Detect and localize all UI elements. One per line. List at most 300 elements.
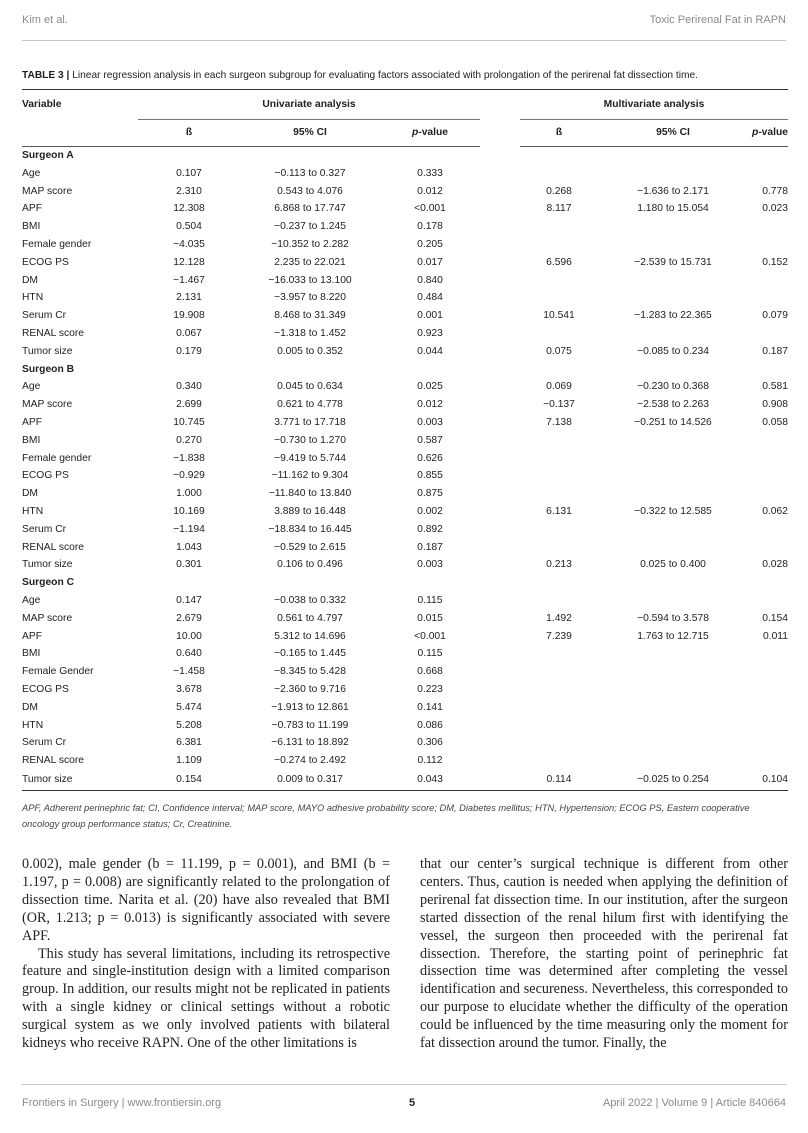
uni-p-cell: 0.333 (417, 167, 443, 179)
variable-cell: HTN (22, 292, 44, 304)
uni-p-cell: 0.002 (417, 505, 443, 517)
multi-beta-cell: 0.213 (546, 559, 572, 571)
multi-ci-cell: −1.636 to 2.171 (637, 185, 709, 197)
gap-cell (480, 645, 520, 663)
uni-ci-cell: −18.834 to 16.445 (268, 523, 352, 535)
uni-ci-cell: −2.360 to 9.716 (274, 683, 346, 695)
multi-p-cell: 0.581 (762, 381, 788, 393)
uni-beta-cell: 0.270 (176, 434, 202, 446)
multi-beta-cell (520, 734, 598, 752)
uni-ci-cell: 0.543 to 4.076 (277, 185, 343, 197)
multi-ci-cell (598, 521, 748, 539)
multi-ci-cell (598, 432, 748, 450)
uni-p-cell: 0.668 (417, 666, 443, 678)
uni-ci-cell: 0.005 to 0.352 (277, 345, 343, 357)
multi-beta-cell (520, 539, 598, 557)
multi-p-cell (748, 699, 788, 717)
gap-cell (480, 218, 520, 236)
gap-cell (480, 183, 520, 201)
variable-cell: ECOG PS (22, 683, 69, 695)
uni-ci-cell: 0.621 to 4.778 (277, 399, 343, 411)
gap-cell (480, 681, 520, 699)
multi-beta-cell: 6.596 (546, 256, 572, 268)
multi-beta-cell: 0.114 (520, 770, 598, 791)
uni-beta-cell: 1.109 (176, 755, 202, 767)
table-footnote: APF, Adherent perinephric fat; CI, Confidence interval; MAP score, MAYO adhesive probability score; DM, Diabetes mellitus; HTN, Hypertension; ECOG PS, Eastern cooperative oncology group performance status; Cr, Creatinine. (22, 803, 750, 829)
multi-beta-cell: 1.492 (546, 612, 572, 624)
multi-p-cell: 0.023 (762, 203, 788, 215)
multi-p-cell (748, 236, 788, 254)
uni-ci-cell: 0.561 to 4.797 (277, 612, 343, 624)
multi-p-cell (748, 681, 788, 699)
uni-p-cell: 0.001 (417, 310, 443, 322)
uni-ci-cell: −0.038 to 0.332 (274, 594, 346, 606)
multi-p-cell: 0.058 (762, 416, 788, 428)
multi-p-cell: 0.187 (762, 345, 788, 357)
multi-p-cell: 0.011 (762, 630, 788, 642)
uni-p-cell: <0.001 (414, 630, 446, 642)
variable-cell: Tumor size (22, 770, 138, 791)
uni-beta-cell: 3.678 (176, 683, 202, 695)
uni-p-cell: 0.223 (417, 683, 443, 695)
variable-cell: Serum Cr (22, 523, 67, 535)
uni-p-cell: 0.141 (417, 701, 443, 713)
uni-beta-cell: −1.194 (173, 523, 205, 535)
multi-beta-cell (520, 717, 598, 735)
variable-cell: HTN (22, 719, 44, 731)
univariate-header: Univariate analysis (138, 90, 480, 120)
uni-p-cell: 0.115 (417, 648, 443, 660)
multi-beta-cell (520, 218, 598, 236)
uni-p-cell: 0.003 (417, 416, 443, 428)
gap-cell (480, 734, 520, 752)
uni-beta-cell: 10.745 (173, 416, 205, 428)
multi-ci-cell: −0.594 to 3.578 (637, 612, 709, 624)
table-row (22, 699, 788, 717)
uni-beta-cell: 0.504 (176, 221, 202, 233)
table-caption (22, 70, 786, 81)
table-row (22, 272, 788, 290)
uni-ci-cell: −0.113 to 0.327 (274, 167, 346, 179)
uni-beta-cell: 1.043 (176, 541, 202, 553)
gap-cell (480, 485, 520, 503)
table-body (22, 147, 788, 791)
table-row (22, 752, 788, 770)
variable-cell: APF (22, 630, 43, 642)
uni-p-cell: 0.012 (417, 399, 443, 411)
uni-beta-cell: 12.128 (173, 256, 205, 268)
uni-p-cell: <0.001 (414, 203, 446, 215)
uni-beta-cell: −1.467 (173, 274, 205, 286)
multi-p-cell: 0.152 (762, 256, 788, 268)
multi-ci-cell (598, 325, 748, 343)
multi-ci-cell: −1.283 to 22.365 (634, 310, 712, 322)
multi-p-cell (748, 717, 788, 735)
uni-ci-cell: −0.237 to 1.245 (274, 221, 346, 233)
uni-ci-cell: 2.235 to 22.021 (274, 256, 346, 268)
gap-cell (480, 165, 520, 183)
multi-ci-cell (598, 539, 748, 557)
uni-ci-cell: 3.889 to 16.448 (274, 505, 346, 517)
body-column-right (420, 856, 788, 1053)
gap-cell (480, 432, 520, 450)
uni-beta-cell: 2.679 (176, 612, 202, 624)
multi-ci-cell (598, 485, 748, 503)
uni-beta-cell: 5.474 (176, 701, 202, 713)
table-row (22, 503, 788, 521)
table-row (22, 467, 788, 485)
table-row (22, 378, 788, 396)
variable-cell: RENAL score (22, 755, 84, 767)
multi-beta-cell: 0.075 (546, 345, 572, 357)
multi-beta-cell: 7.138 (546, 416, 572, 428)
table-row (22, 734, 788, 752)
uni-beta-cell: 0.067 (176, 327, 202, 339)
table-row (22, 485, 788, 503)
uni-ci-cell: −11.162 to 9.304 (271, 470, 349, 482)
uni-p-cell: 0.187 (417, 541, 443, 553)
multi-p-cell (748, 645, 788, 663)
uni-p-cell: 0.855 (417, 470, 443, 482)
uni-p-cell: 0.840 (417, 274, 443, 286)
footer-journal: Frontiers in Surgery | www.frontiersin.org (22, 1097, 222, 1109)
running-header (22, 14, 786, 26)
gap-cell (480, 343, 520, 361)
uni-p-cell: 0.875 (417, 488, 443, 500)
multi-ci-cell (598, 663, 748, 681)
table-row (22, 343, 788, 361)
table-row (22, 539, 788, 557)
variable-cell: DM (22, 274, 39, 286)
uni-beta-cell: 5.208 (176, 719, 202, 731)
gap-cell (480, 272, 520, 290)
table-row (22, 681, 788, 699)
uni-p-cell: 0.003 (417, 559, 443, 571)
body-column-left (22, 856, 390, 1053)
multi-p-cell (748, 432, 788, 450)
variable-cell: RENAL score (22, 327, 84, 339)
gap-cell (480, 503, 520, 521)
gap-cell (480, 325, 520, 343)
group-label: Surgeon A (22, 150, 74, 161)
table-row (22, 717, 788, 735)
uni-beta-cell: 2.310 (176, 185, 202, 197)
uni-ci-cell: 0.009 to 0.317 (240, 770, 380, 791)
variable-cell: Serum Cr (22, 737, 67, 749)
uni-beta-cell: 0.640 (176, 648, 202, 660)
multi-ci-cell (598, 450, 748, 468)
uni-beta-cell: 19.908 (173, 310, 205, 322)
uni-ci-cell: 0.045 to 0.634 (277, 381, 343, 393)
table-row (22, 770, 788, 791)
table-row (22, 414, 788, 432)
multi-ci-cell: −0.322 to 12.585 (634, 505, 712, 517)
uni-p-cell: 0.892 (417, 523, 443, 535)
table-caption-label: TABLE 3 | (22, 70, 70, 81)
uni-beta-cell: 0.147 (176, 594, 202, 606)
uni-p-cell: 0.044 (417, 345, 443, 357)
multi-beta-cell (520, 432, 598, 450)
header-authors: Kim et al. (22, 14, 68, 26)
multi-p-cell (748, 521, 788, 539)
multi-ci-cell: 0.025 to 0.400 (640, 559, 706, 571)
multi-p-cell (748, 663, 788, 681)
multi-ci-cell (598, 165, 748, 183)
multi-ci-cell: −2.538 to 2.263 (637, 399, 709, 411)
multi-ci-cell (598, 681, 748, 699)
multi-beta-cell (520, 450, 598, 468)
multi-ci-cell: −2.539 to 15.731 (634, 256, 712, 268)
variable-cell: DM (22, 701, 39, 713)
gap-cell (480, 752, 520, 770)
multi-p-cell (748, 592, 788, 610)
uni-beta-cell: −4.035 (173, 238, 205, 250)
uni-p-cell: 0.017 (417, 256, 443, 268)
table-header-row-2 (22, 120, 788, 147)
uni-beta-cell: 6.381 (176, 737, 202, 749)
uni-ci-cell: −0.730 to 1.270 (274, 434, 346, 446)
multi-p-cell (748, 752, 788, 770)
uni-ci-cell: 8.468 to 31.349 (274, 310, 346, 322)
variable-cell: Female gender (22, 452, 92, 464)
table-row (22, 645, 788, 663)
table-row (22, 592, 788, 610)
uni-beta-cell: −1.458 (173, 666, 205, 678)
table-row (22, 432, 788, 450)
variable-cell: Age (22, 381, 41, 393)
multi-beta-cell: 7.239 (546, 630, 572, 642)
multi-ci-cell (598, 592, 748, 610)
multi-p-cell (748, 539, 788, 557)
uni-beta-cell: 0.340 (176, 381, 202, 393)
multi-beta-cell: −0.137 (543, 399, 575, 411)
table-row (22, 218, 788, 236)
multi-beta-cell (520, 485, 598, 503)
uni-p-cell: 0.015 (417, 612, 443, 624)
gap-cell (480, 628, 520, 646)
group-row (22, 574, 788, 592)
uni-beta-cell: 0.301 (176, 559, 202, 571)
table-row (22, 165, 788, 183)
header-short-title: Toxic Perirenal Fat in RAPN (649, 14, 786, 26)
group-label: Surgeon C (22, 577, 75, 589)
uni-ci-cell: −9.419 to 5.744 (274, 452, 346, 464)
header-divider (22, 40, 786, 41)
uni-ci-cell: −1.913 to 12.861 (271, 701, 349, 713)
table-row (22, 200, 788, 218)
multi-ci-cell (598, 236, 748, 254)
gap-cell (480, 289, 520, 307)
table-row (22, 254, 788, 272)
multi-beta-cell (520, 467, 598, 485)
gap-cell (480, 450, 520, 468)
uni-beta-cell: 0.107 (176, 167, 202, 179)
multi-beta-cell (520, 165, 598, 183)
multi-p-cell (748, 325, 788, 343)
uni-beta-cell: 0.179 (176, 345, 202, 357)
uni-beta-cell: 0.154 (138, 770, 240, 791)
uni-p-cell: 0.178 (417, 221, 443, 233)
variable-cell: Tumor size (22, 559, 73, 571)
multi-beta-cell (520, 752, 598, 770)
variable-cell: BMI (22, 648, 41, 660)
gap-cell (480, 396, 520, 414)
uni-ci-cell: −10.352 to 2.282 (271, 238, 349, 250)
uni-p-cell: 0.626 (417, 452, 443, 464)
multi-p-cell: 0.778 (762, 185, 788, 197)
uni-beta-cell: 10.00 (176, 630, 202, 642)
uni-ci-cell: 5.312 to 14.696 (274, 630, 346, 642)
table-row (22, 183, 788, 201)
table-row (22, 236, 788, 254)
variable-cell: APF (22, 203, 43, 215)
table-row (22, 663, 788, 681)
uni-p-cell: 0.484 (417, 292, 443, 304)
multi-ci-cell (598, 289, 748, 307)
gap-cell (480, 592, 520, 610)
table-row (22, 556, 788, 574)
uni-ci-cell: −0.529 to 2.615 (274, 541, 346, 553)
table-header-row-1 (22, 90, 788, 120)
uni-ci-cell: −1.318 to 1.452 (274, 327, 346, 339)
variable-header: Variable (22, 90, 138, 120)
uni-beta-cell: −0.929 (173, 470, 205, 482)
gap-cell (480, 307, 520, 325)
multi-p-cell: 0.908 (762, 399, 788, 411)
page-footer (22, 1097, 786, 1109)
multi-beta-cell (520, 272, 598, 290)
multi-beta-cell (520, 699, 598, 717)
multi-ci-cell (598, 467, 748, 485)
gap-cell (480, 414, 520, 432)
multi-p-cell (748, 450, 788, 468)
uni-beta-cell: −1.838 (173, 452, 205, 464)
multi-beta-cell: 10.541 (543, 310, 575, 322)
multi-ci-header: 95% CI (598, 120, 748, 147)
multi-ci-cell: −0.230 to 0.368 (637, 381, 709, 393)
variable-cell: MAP score (22, 185, 73, 197)
group-row (22, 361, 788, 379)
gap-cell (480, 521, 520, 539)
table-row (22, 610, 788, 628)
variable-cell: Tumor size (22, 345, 73, 357)
group-row (22, 147, 788, 165)
uni-ci-cell: −16.033 to 13.100 (268, 274, 352, 286)
multi-ci-cell: −0.025 to 0.254 (598, 770, 748, 791)
uni-p-cell: 0.587 (417, 434, 443, 446)
multi-ci-cell (598, 734, 748, 752)
header-gap (480, 90, 520, 120)
multi-ci-cell: 1.180 to 15.054 (637, 203, 709, 215)
multi-ci-cell (598, 272, 748, 290)
table-row (22, 396, 788, 414)
uni-ci-cell: −6.131 to 18.892 (271, 737, 349, 749)
multi-beta-cell: 8.117 (546, 203, 572, 215)
multi-beta-cell (520, 663, 598, 681)
multi-p-cell (748, 734, 788, 752)
uni-beta-cell: 2.699 (176, 399, 202, 411)
multivariate-header: Multivariate analysis (520, 90, 788, 120)
gap-cell (480, 539, 520, 557)
multi-ci-cell: −0.085 to 0.234 (637, 345, 709, 357)
multi-p-cell (748, 218, 788, 236)
gap-cell (480, 236, 520, 254)
uni-ci-cell: −0.274 to 2.492 (274, 755, 346, 767)
variable-cell: APF (22, 416, 43, 428)
variable-cell: HTN (22, 505, 44, 517)
variable-cell: Age (22, 594, 41, 606)
variable-cell: Serum Cr (22, 310, 67, 322)
multi-beta-cell (520, 289, 598, 307)
multi-p-cell (748, 467, 788, 485)
gap-cell (480, 699, 520, 717)
gap-cell (480, 556, 520, 574)
footer-issue: April 2022 | Volume 9 | Article 840664 (602, 1097, 786, 1109)
uni-p-cell: 0.306 (417, 737, 443, 749)
multi-beta-cell (520, 645, 598, 663)
multi-p-cell (748, 272, 788, 290)
multi-beta-cell: 6.131 (546, 505, 572, 517)
variable-cell: ECOG PS (22, 256, 69, 268)
variable-cell: MAP score (22, 399, 73, 411)
uni-p-cell: 0.923 (417, 327, 443, 339)
variable-subheader-empty (22, 120, 138, 147)
multi-ci-cell (598, 645, 748, 663)
multi-p-cell: 0.062 (762, 505, 788, 517)
multi-p-cell: 0.079 (762, 310, 788, 322)
footer-divider (22, 1084, 786, 1085)
multi-p-header: p-value (748, 120, 788, 147)
multi-ci-cell (598, 717, 748, 735)
uni-p-cell: 0.205 (417, 238, 443, 250)
table-row (22, 521, 788, 539)
multi-ci-cell: 1.763 to 12.715 (637, 630, 709, 642)
gap-cell (480, 378, 520, 396)
uni-ci-header: 95% CI (240, 120, 380, 147)
uni-ci-cell: −0.165 to 1.445 (274, 648, 346, 660)
variable-cell: BMI (22, 221, 41, 233)
uni-p-cell: 0.112 (417, 755, 443, 767)
multi-p-cell (748, 485, 788, 503)
variable-cell: ECOG PS (22, 470, 69, 482)
body-paragraph: 0.002), male gender (b = 11.199, p = 0.001), and BMI (b = 1.197, p = 0.008) are significantly related to the prolongation of dissection time. Narita et al. (20) have also revealed that BMI (OR, 1.213; p = 0.013) is significantly associated with severe APF. (22, 856, 390, 944)
variable-cell: Age (22, 167, 41, 179)
variable-cell: MAP score (22, 612, 73, 624)
uni-beta-cell: 2.131 (176, 292, 202, 304)
page-number: 5 (408, 1097, 416, 1109)
table-row (22, 628, 788, 646)
regression-table (22, 89, 788, 791)
multi-p-cell (748, 165, 788, 183)
group-label: Surgeon B (22, 363, 75, 375)
uni-ci-cell: 6.868 to 17.747 (274, 203, 346, 215)
uni-ci-cell: 0.106 to 0.496 (277, 559, 343, 571)
table-row (22, 307, 788, 325)
table-row (22, 325, 788, 343)
uni-p-cell: 0.043 (380, 770, 480, 791)
multi-p-cell: 0.028 (762, 559, 788, 571)
multi-beta-cell: 0.268 (546, 185, 572, 197)
multi-p-cell (748, 289, 788, 307)
body-paragraph: that our center’s surgical technique is different from other centers. Thus, caution is needed when applying the definition of perirenal fat dissection time. In our institution, after the surgeon started dissection of the renal hilum first with identifying the vessel, the surgeon then proceeded with the perirenal fat dissection. Therefore, the starting point of perinephric fat dissection time was determined after completing the vessel identification and secureness. Nevertheless, this corresponded to our purpose to elucidate whether the difficulty of the operation could be influenced by the time measuring only the moment for fat dissection around the tumor. Finally, the (420, 856, 788, 1052)
variable-cell: RENAL score (22, 541, 84, 553)
multi-beta-cell: 0.069 (546, 381, 572, 393)
uni-p-cell: 0.086 (417, 719, 443, 731)
multi-beta-cell (520, 325, 598, 343)
uni-ci-cell: −3.957 to 8.220 (274, 292, 346, 304)
multi-beta-header: ß (520, 120, 598, 147)
uni-beta-cell: 12.308 (173, 203, 205, 215)
